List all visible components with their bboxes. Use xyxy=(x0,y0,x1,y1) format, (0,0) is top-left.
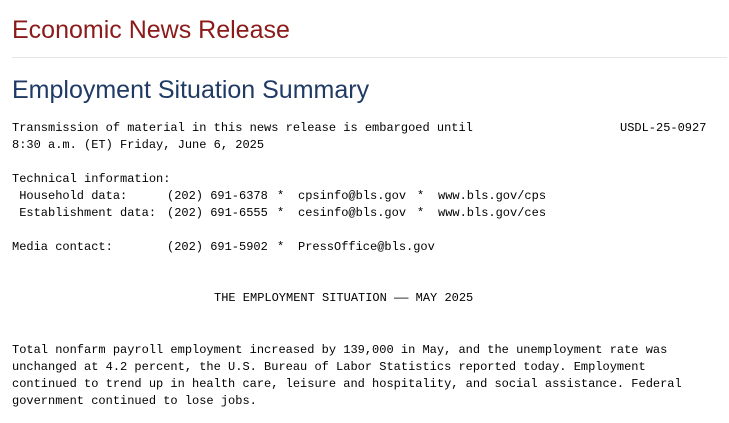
separator-asterisk: * xyxy=(277,240,285,254)
release-body-line: continued to trend up in health care, leisure and hospitality, and social assistance. Federal xyxy=(12,377,682,391)
separator-asterisk: * xyxy=(277,206,285,220)
establishment-data-email[interactable]: cesinfo@bls.gov xyxy=(298,206,407,220)
media-contact-email[interactable]: PressOffice@bls.gov xyxy=(298,240,435,254)
release-body-line: government continued to lose jobs. xyxy=(12,394,257,408)
release-body-line: unchanged at 4.2 percent, the U.S. Bureau of Labor Statistics reported today. Employment xyxy=(12,360,646,374)
household-data-label: Household data: xyxy=(12,189,128,203)
release-body-line: Total nonfarm payroll employment increased by 139,000 in May, and the unemployment rate was xyxy=(12,343,668,357)
release-type-header: Economic News Release xyxy=(12,16,290,44)
establishment-data-phone: (202) 691-6555 xyxy=(167,206,268,220)
page-title: Employment Situation Summary xyxy=(12,76,370,104)
establishment-data-url[interactable]: www.bls.gov/ces xyxy=(438,206,547,220)
embargo-notice-line-1: Transmission of material in this news release is embargoed until xyxy=(12,121,473,135)
media-contact-label: Media contact: xyxy=(12,240,113,254)
separator-asterisk: * xyxy=(277,189,285,203)
release-number: USDL-25-0927 xyxy=(620,121,707,135)
media-contact-phone: (202) 691-5902 xyxy=(167,240,268,254)
separator-asterisk: * xyxy=(417,189,425,203)
separator-asterisk: * xyxy=(417,206,425,220)
header-divider xyxy=(12,57,727,58)
household-data-email[interactable]: cpsinfo@bls.gov xyxy=(298,189,407,203)
household-data-url[interactable]: www.bls.gov/cps xyxy=(438,189,547,203)
technical-info-heading: Technical information: xyxy=(12,172,171,186)
embargo-notice-line-2: 8:30 a.m. (ET) Friday, June 6, 2025 xyxy=(12,138,265,152)
household-data-phone: (202) 691-6378 xyxy=(167,189,268,203)
establishment-data-label: Establishment data: xyxy=(12,206,157,220)
release-heading: THE EMPLOYMENT SITUATION —— MAY 2025 xyxy=(214,291,474,305)
